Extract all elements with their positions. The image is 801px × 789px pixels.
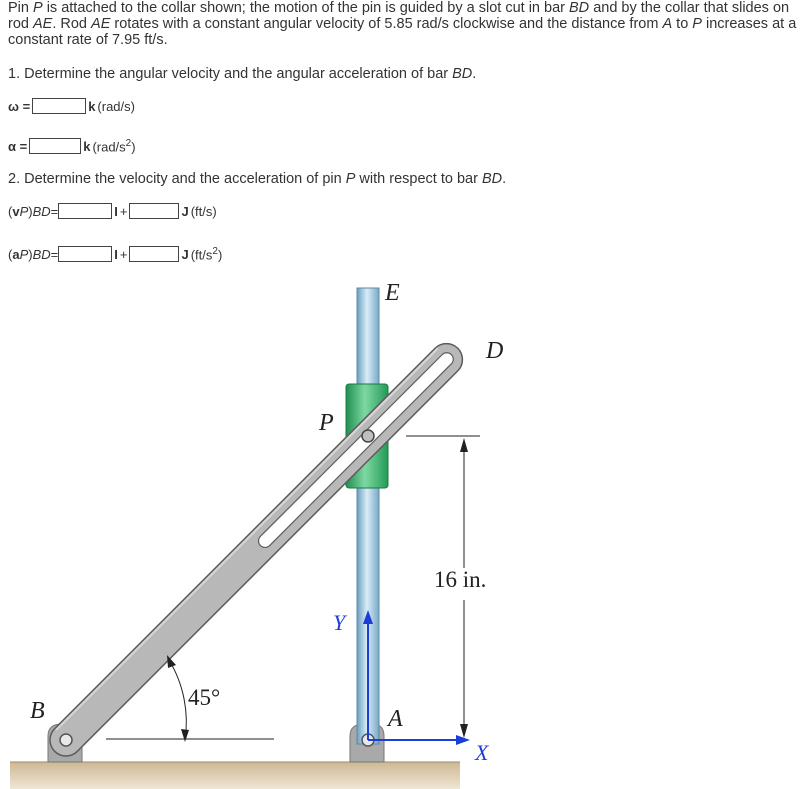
label-d: D bbox=[486, 338, 504, 364]
alpha-unit: $(rad/s^2)$ bbox=[92, 138, 136, 155]
pin-b bbox=[60, 734, 72, 746]
ground bbox=[10, 762, 460, 789]
acceleration-i-label: I bbox=[114, 246, 118, 262]
omega-unit-vector: k bbox=[88, 98, 96, 114]
angle-arc bbox=[169, 660, 186, 740]
pin-p bbox=[362, 430, 374, 442]
label-x: X bbox=[475, 740, 489, 765]
bar-bd bbox=[43, 337, 469, 763]
velocity-row: (vP)BD= I + J (ft/s) bbox=[8, 203, 217, 219]
acceleration-unit: $(ft/s^2)$ bbox=[190, 246, 223, 263]
omega-unit: (rad/s) bbox=[97, 98, 135, 114]
acceleration-symbol: (aP)BD= bbox=[8, 246, 59, 262]
alpha-symbol: α = bbox=[8, 138, 28, 154]
label-angle: 45° bbox=[188, 685, 221, 710]
angle-arrow-bottom bbox=[181, 729, 189, 742]
omega-symbol: ω = bbox=[8, 98, 31, 114]
velocity-symbol: (vP)BD= bbox=[8, 203, 59, 219]
dimension-arrow-up bbox=[460, 438, 468, 452]
velocity-j-label: J bbox=[181, 203, 189, 219]
velocity-unit: (ft/s) bbox=[190, 203, 217, 219]
acceleration-j-label: J bbox=[181, 246, 189, 262]
velocity-i-label: I bbox=[114, 203, 118, 219]
label-y: Y bbox=[333, 610, 346, 635]
dimension-arrow-down bbox=[460, 724, 468, 738]
label-distance: 16 in. bbox=[434, 567, 487, 592]
part2-prompt: 2. Determine the velocity and the acceleration of pin P with respect to bar BD. bbox=[8, 171, 507, 187]
acceleration-row: (aP)BD= I + J $(ft/s^2)$ bbox=[8, 246, 223, 263]
alpha-unit-vector: k bbox=[83, 138, 91, 154]
x-axis-arrow bbox=[456, 735, 470, 745]
part1-prompt: 1. Determine the angular velocity and the angular acceleration of bar BD. bbox=[8, 66, 477, 82]
label-p: P bbox=[319, 410, 334, 436]
label-e: E bbox=[385, 280, 400, 306]
label-a: A bbox=[388, 706, 403, 732]
label-b: B bbox=[30, 698, 45, 724]
problem-statement: Pin P is attached to the collar shown; the motion of the pin is guided by a slot cut in bar BD and by the collar that slides on rod AE. Rod AE rotates with a constant angular velocity of 5.85 rad/s clockwise and the distance from A to P increases at a constant rate of 7.95 ft/s. bbox=[8, 0, 797, 48]
